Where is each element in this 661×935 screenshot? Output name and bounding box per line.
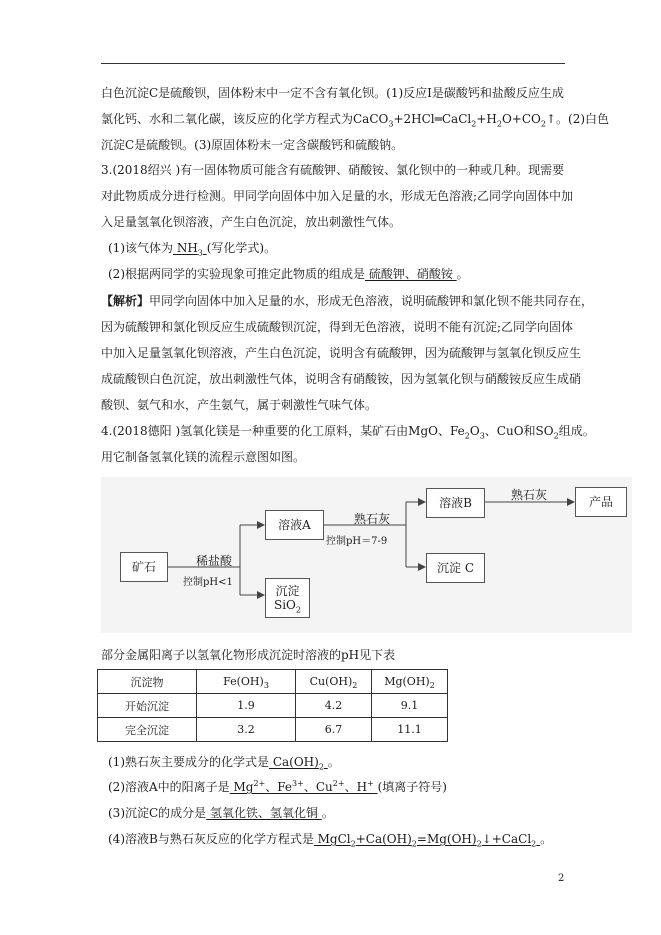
answer-blank: 硫酸钾、硝酸铵 [365, 267, 457, 281]
q4-sub4: (4)溶液B与熟石灰反应的化学方程式是 $MgCl_2+Ca(OH)_2=Mg(OH)_2↓+CaCl_2$ 。 [108, 832, 553, 849]
answer-blank: $NH_3$ [173, 241, 203, 258]
flow-label-lime: 熟石灰 [511, 488, 548, 502]
text-line: 酸钡、氨气和水，产生氨气，属于刺激性气味气体。 [101, 398, 378, 412]
text-line: 中加入足量氢氧化钡溶液，产生白色沉淀，说明含有硫酸钾，因为硫酸钾与氢氧化钡反应生 [101, 346, 582, 360]
ph-table [97, 669, 448, 742]
text-line: 入足量氢氧化钡溶液，产生白色沉淀，放出刺激性气体。 [101, 215, 402, 229]
question-4: 4.(2018德阳 )氢氧化镁是一种重要的化工原料，某矿石由MgO、$Fe_2O_3$、CuO和$SO_2$组成。 [101, 424, 595, 441]
table-cell: 9.1 [372, 694, 448, 718]
text-line: 氯化钙、水和二氧化碳，该反应的化学方程式为$CaCO_3+2HCl═CaCl_2+H_2O+CO_2↑$。(2)白色 [101, 112, 610, 129]
page-number: 2 [558, 873, 565, 884]
table-row [98, 718, 448, 742]
table-header: $Mg(OH)_2$ [372, 670, 448, 694]
answer-blank: $MgCl_2+Ca(OH)_2=Mg(OH)_2↓+CaCl_2$ [313, 832, 537, 849]
text-line: 因为硫酸钾和氯化钡反应生成硫酸钡沉淀，得到无色溶液，说明不能有沉淀;乙同学向固体 [101, 320, 574, 334]
text-line: 用它制备氢氧化镁的流程示意图如图。 [101, 450, 306, 464]
table-cell: 开始沉淀 [98, 694, 197, 718]
table-row [98, 694, 448, 718]
flow-label-lime: 熟石灰 [354, 512, 391, 526]
q4-sub3: (3)沉淀C的成分是 氢氧化铁、氢氧化铜 。 [108, 806, 334, 820]
table-header: 沉淀物 [98, 670, 197, 694]
flow-node-solution-a: 溶液A [265, 510, 324, 540]
table-cell: 完全沉淀 [98, 718, 197, 742]
answer-blank: 氢氧化铁、氢氧化铜 [206, 806, 322, 820]
flow-node-ore: 矿石 [120, 552, 168, 582]
flow-node-solution-b: 溶液B [426, 488, 485, 518]
flowchart [101, 477, 632, 633]
flow-label-acid: 稀盐酸 [196, 554, 233, 568]
text-line: 对此物质成分进行检测。甲同学向固体中加入足量的水，形成无色溶液;乙同学向固体中加 [101, 189, 574, 203]
flow-node-precipitate-sio2: 沉淀 SiO$_2$ [265, 578, 310, 618]
text-line: 沉淀C是硫酸钡。(3)原固体粉末一定含碳酸钙和硫酸钠。 [101, 138, 404, 152]
table-cell: 1.9 [197, 694, 296, 718]
q4-sub2: (2)溶液A中的阳离子是 $Mg^{2+}$、$Fe^{3+}$、$Cu^{2+}$、H+ (填离子符号) [108, 779, 447, 794]
table-cell: 3.2 [197, 718, 296, 742]
table-header: $Fe(OH)_3$ [197, 670, 296, 694]
question-3: 3.(2018绍兴 )有一固体物质可能含有硫酸钾、硝酸铵、氯化钡中的一种或几种。现需要 [101, 163, 565, 177]
q3-sub2: (2)根据两同学的实验现象可推定此物质的组成是 硫酸钾、硝酸铵 。 [108, 267, 469, 281]
table-intro: 部分金属阳离子以氢氧化物形成沉淀时溶液的pH见下表 [101, 648, 396, 662]
flow-label-ph1: 控制pH<1 [183, 577, 233, 588]
table-header: $Cu(OH)_2$ [296, 670, 372, 694]
flow-node-precipitate-c: 沉淀 C [426, 553, 485, 583]
answer-blank: $Mg^{2+}$、$Fe^{3+}$、$Cu^{2+}$、H+ [229, 779, 374, 794]
text-line: 白色沉淀C是硫酸钡，固体粉末中一定不含有氧化钡。(1)反应Ⅰ是碳酸钙和盐酸反应生成 [101, 86, 564, 100]
flow-node-product: 产品 [575, 487, 627, 517]
table-cell: 4.2 [296, 694, 372, 718]
answer-blank: $Ca(OH)_2$ [269, 755, 324, 772]
table-cell: 6.7 [296, 718, 372, 742]
analysis: 【解析】甲同学向固体中加入足量的水，形成无色溶液，说明硫酸钾和氯化钡不能共同存在， [101, 294, 594, 308]
q4-sub1: (1)熟石灰主要成分的化学式是 $Ca(OH)_2$ 。 [108, 755, 340, 772]
text-line: 成硫酸钡白色沉淀，放出刺激性气体，说明含有硝酸铵，因为氢氧化钡与硝酸铵反应生成硝 [101, 372, 582, 386]
table-header-row [98, 670, 448, 694]
flow-label-ph2: 控制pH＝7-9 [326, 536, 388, 547]
header-rule [101, 63, 565, 64]
table-cell: 11.1 [372, 718, 448, 742]
q3-sub1: (1)该气体为 $NH_3$ (写化学式)。 [108, 241, 277, 258]
flow-arrows [101, 477, 632, 633]
